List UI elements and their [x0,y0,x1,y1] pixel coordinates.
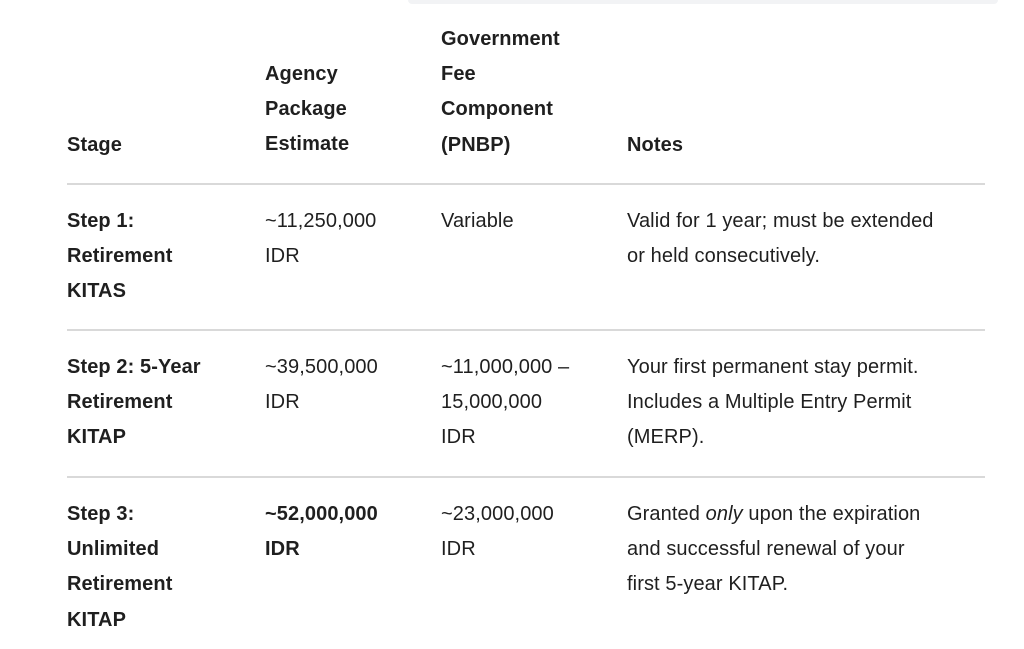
row2-stage [67,350,201,456]
header-stage [67,128,122,163]
row1-notes-line: Valid for 1 year; must be extended [627,210,934,232]
row1-stage-line: KITAS [67,280,127,303]
header-government-fee [441,22,560,163]
row1-gov-line: Variable [441,210,514,232]
row2-notes-line: (MERP). [627,426,705,449]
row3-stage-line: Retirement [67,573,173,596]
header-agency-line: Estimate [265,133,350,156]
row2-agency-line: ~39,500,000 [265,356,378,378]
row3-gov-line: IDR [441,538,476,561]
row2-notes-line: Includes a Multiple Entry Permit [627,391,912,414]
row3-stage-line: Unlimited [67,538,160,561]
row1-notes-line: or held consecutively. [627,245,821,268]
row3-stage-line: KITAP [67,608,127,631]
row2-stage-line: Step 2: 5-Year [67,356,201,378]
row1-stage [67,204,172,310]
row3-notes-line: first 5-year KITAP. [627,573,789,596]
header-gov-line: (PNBP) [441,133,511,156]
row3-gov-line: ~23,000,000 [441,503,554,525]
row2-gov [441,350,569,456]
notes-text: Granted [627,503,706,525]
header-gov-line: Government [441,28,560,50]
header-stage-text: Stage [67,134,122,156]
row3-stage [67,497,172,638]
row2-agency-line: IDR [265,391,300,414]
header-agency-line: Agency [265,63,338,85]
row2-stage-line: Retirement [67,391,173,414]
row1-stage-line: Step 1: [67,210,135,232]
row1-stage-line: Retirement [67,245,173,268]
header-agency-line: Package [265,98,347,121]
row2-agency [265,350,378,420]
row-divider [67,329,985,331]
row-divider [67,183,985,185]
row3-gov [441,497,554,567]
row2-notes [627,350,919,456]
row3-agency [265,497,378,567]
notes-text: upon the expiration [742,503,921,525]
row1-agency-line: IDR [265,245,300,268]
row1-gov [441,204,514,239]
row2-notes-line: Your first permanent stay permit. [627,356,919,378]
row1-agency-line: ~11,250,000 [265,210,377,232]
row1-notes [627,204,934,274]
row3-stage-line: Step 3: [67,503,135,525]
header-gov-line: Component [441,98,553,121]
header-notes [627,128,683,163]
header-notes-text: Notes [627,134,684,156]
notes-emphasis: only [705,503,743,525]
row3-notes [627,497,920,603]
row2-gov-line: 15,000,000 [441,391,543,414]
row3-notes-line [627,497,920,532]
row2-stage-line: KITAP [67,426,127,449]
row2-gov-line: IDR [441,426,476,449]
row3-agency-line: IDR [265,538,300,561]
row3-notes-line: and successful renewal of your [627,538,905,561]
header-gov-line: Fee [441,63,476,86]
top-edge-bar [408,0,998,4]
row2-gov-line: ~11,000,000 – [441,356,570,378]
row1-agency [265,204,376,274]
row3-agency-line: ~52,000,000 [265,503,378,525]
header-agency-package-estimate [265,57,349,163]
row-divider [67,476,985,478]
